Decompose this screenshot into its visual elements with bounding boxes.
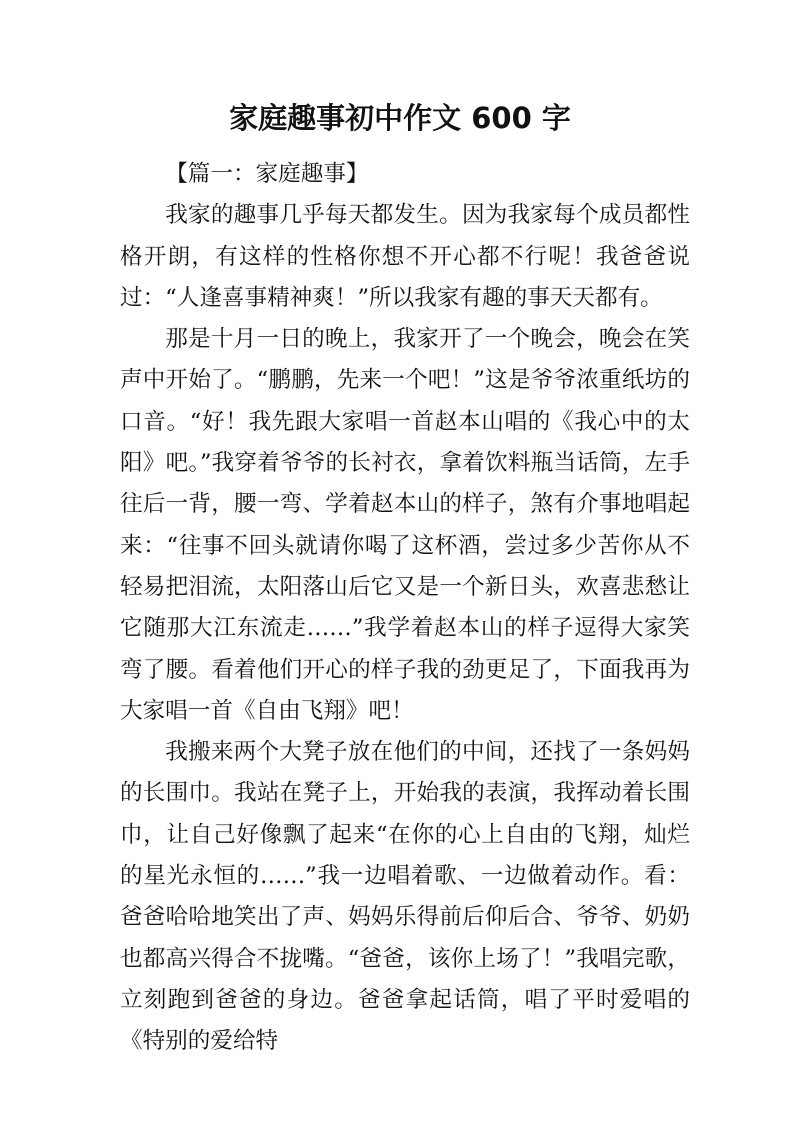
section-heading: 【篇一：家庭趣事】	[165, 161, 369, 187]
paragraph-3: 我搬来两个大凳子放在他们的中间，还找了一条妈妈的长围巾。我站在凳子上，开始我的表演，我挥动着长围巾，让自己好像飘了起来“在你的心上自由的飞翔，灿烂的星光永恒的……”我一边唱着歌、一边做着动作。看：爸爸哈哈地笑出了声、妈妈乐得前后仰后合、爷爷、奶奶也都高兴得合不拢嘴。“爸爸，该你上场了！”我唱完歌，立刻跑到爸爸的身边。爸爸拿起话筒，唱了平时爱唱的《特别的爱给特	[120, 739, 690, 1055]
document-body	[120, 154, 690, 1063]
paragraph-2: 那是十月一日的晚上，我家开了一个晚会，晚会在笑声中开始了。“鹏鹏，先来一个吧！”这是爷爷浓重纸坊的口音。“好！我先跟大家唱一首赵本山唱的《我心中的太阳》吧。”我穿着爷爷的长衬衣，拿着饮料瓶当话筒，左手往后一背，腰一弯、学着赵本山的样子，煞有介事地唱起来：“往事不回头就请你喝了这杯酒，尝过多少苦你从不轻易把泪流，太阳落山后它又是一个新日头，欢喜悲愁让它随那大江东流走……”我学着赵本山的样子逗得大家笑弯了腰。看着他们开心的样子我的劲更足了，下面我再为大家唱一首《自由飞翔》吧！	[120, 326, 690, 724]
paragraph-1: 我家的趣事几乎每天都发生。因为我家每个成员都性格开朗，有这样的性格你想不开心都不行呢！我爸爸说过：“人逢喜事精神爽！”所以我家有趣的事天天都有。	[120, 202, 690, 311]
document-title: 家庭趣事初中作文 600 字	[229, 101, 571, 135]
